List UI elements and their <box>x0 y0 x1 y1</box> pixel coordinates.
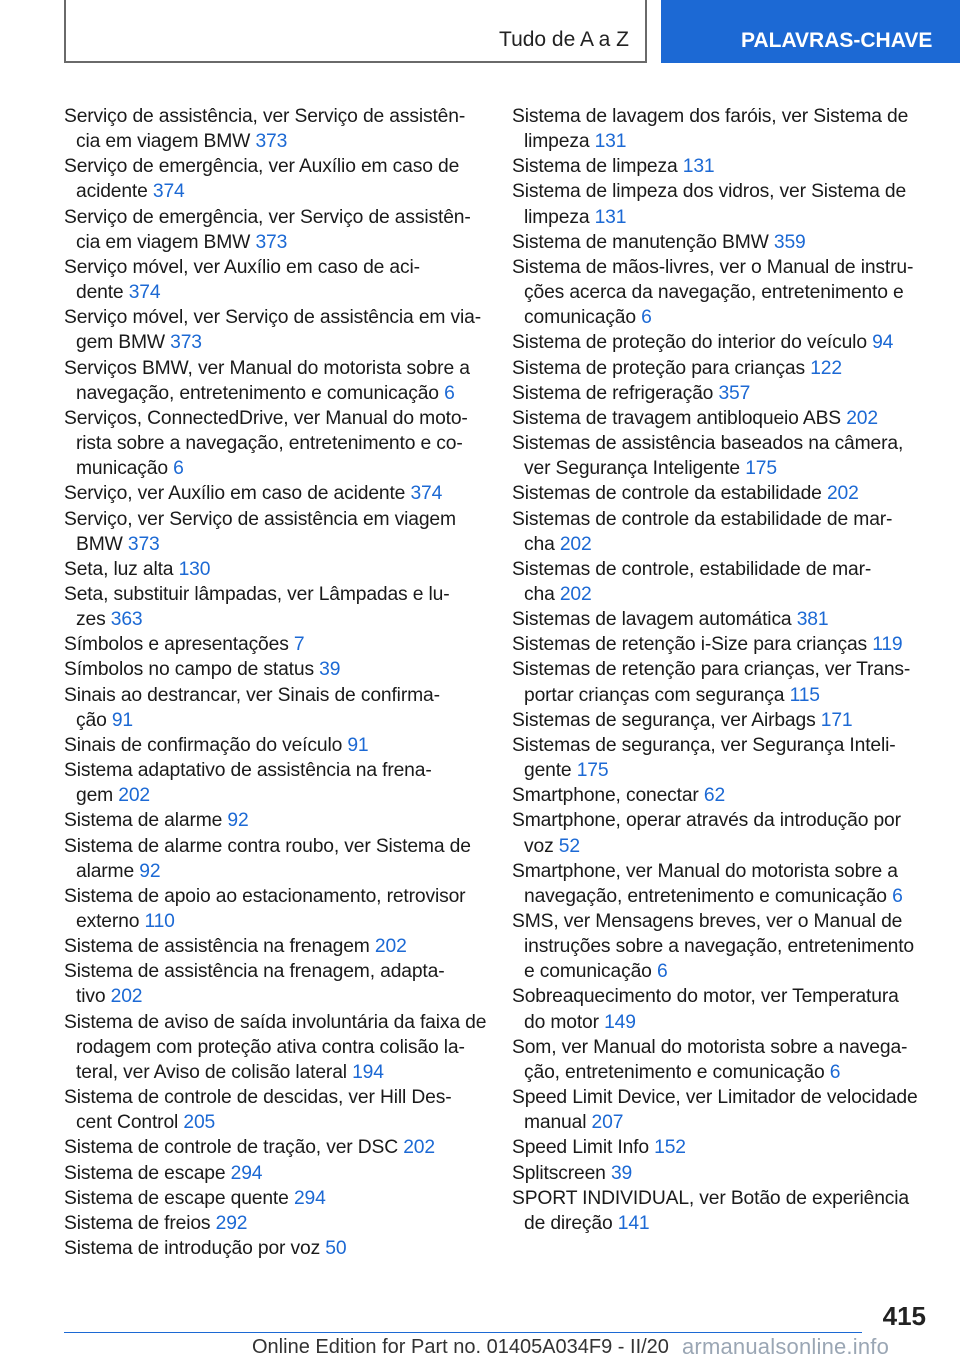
index-entry <box>512 1035 932 1085</box>
page-reference-link[interactable]: 110 <box>144 911 175 932</box>
index-entry-text: ção <box>76 709 112 731</box>
page-reference-link[interactable]: 62 <box>703 785 726 807</box>
index-entry-text: Sistema de assistência na frenagem <box>64 936 375 958</box>
header-section-box <box>64 0 647 63</box>
page-number: 415 <box>882 1301 926 1331</box>
page-reference-link[interactable]: 294 <box>293 1187 326 1209</box>
index-entry-text: Sistema de mãos-livres, ver o Manual de instru- <box>512 256 914 278</box>
index-entry <box>512 1135 932 1160</box>
index-entry-text: Sistemas de lavagem automática <box>512 609 797 631</box>
index-entry-text: SPORT INDIVIDUAL, ver Botão de experiência <box>512 1187 910 1209</box>
index-entry-text: Sistema de freios <box>64 1212 216 1234</box>
page-reference-link[interactable]: 149 <box>604 1011 636 1033</box>
index-entry <box>64 808 494 833</box>
index-entry <box>64 1135 494 1160</box>
index-entry-text: gem <box>76 785 119 807</box>
index-entry <box>64 481 494 506</box>
page-reference-link[interactable]: 6 <box>173 458 184 480</box>
page-reference-link[interactable]: 207 <box>591 1112 624 1134</box>
index-entry <box>64 205 494 255</box>
page-reference-link[interactable]: 122 <box>810 357 842 379</box>
page-reference-link[interactable]: 119 <box>872 634 903 656</box>
index-entry-text: Sistemas de segurança, ver Segurança Inteli- <box>512 734 896 756</box>
footer-edition: Online Edition for Part no. 01405A034F9 - II/20 <box>252 1336 669 1358</box>
index-entry-text: Splitscreen <box>512 1162 611 1184</box>
page-reference-link[interactable]: 373 <box>255 231 288 253</box>
page-reference-link[interactable]: 7 <box>293 634 305 656</box>
index-entry-text: Serviço, ver Serviço de assistência em viagem <box>64 508 456 530</box>
footer-watermark: armanualsonline.info <box>682 1334 890 1359</box>
index-entry-text: Serviços, ConnectedDrive, ver Manual do moto- <box>64 407 468 429</box>
index-entry <box>64 884 494 934</box>
index-entry <box>512 104 932 154</box>
index-entry <box>64 507 494 557</box>
index-entry-text: Sistema de manutenção BMW <box>512 231 774 253</box>
index-entry <box>512 356 932 381</box>
page-reference-link[interactable]: 292 <box>215 1212 248 1234</box>
page-reference-link[interactable]: 381 <box>796 609 829 631</box>
index-entry-text: Sobreaquecimento do motor, ver Temperatura <box>512 986 899 1008</box>
index-entry <box>512 859 932 909</box>
index-entry-text: Serviço, ver Auxílio em caso de acidente <box>64 483 411 505</box>
index-entry-text: acidente <box>76 181 153 203</box>
index-entry <box>64 104 494 154</box>
index-entry <box>64 406 494 481</box>
page-reference-link[interactable]: 205 <box>183 1112 216 1134</box>
page-reference-link[interactable]: 202 <box>559 583 592 605</box>
index-entry-text: navegação, entretenimento e comunicação <box>76 382 445 404</box>
index-entry <box>64 834 494 884</box>
index-entry <box>512 154 932 179</box>
index-entry-text: limpeza <box>524 206 595 228</box>
index-entry-text: Serviço de assistência, ver Serviço de assistên- <box>64 106 466 127</box>
index-entry <box>64 1010 494 1085</box>
index-entry-text: Sistema de proteção para crianças <box>512 357 811 379</box>
page-reference-link[interactable]: 91 <box>347 734 369 756</box>
index-entry-text: Sistema de proteção do interior do veículo <box>512 332 873 354</box>
header-tab-a-z[interactable]: Tudo de A a Z <box>499 28 629 51</box>
page-reference-link[interactable]: 202 <box>403 1137 435 1159</box>
index-entry-text: ções acerca da navegação, entretenimento e <box>524 282 904 304</box>
index-entry-text: ção, entretenimento e comunicação <box>524 1061 830 1083</box>
index-entry-text: Sistemas de assistência baseados na câmera, <box>512 433 904 455</box>
page-reference-link[interactable]: 374 <box>128 282 161 304</box>
index-entry <box>512 330 932 355</box>
index-entry <box>512 708 932 733</box>
index-entry-text: Sistema de controle de tração, ver DSC <box>64 1137 404 1159</box>
index-entry <box>512 909 932 984</box>
page-reference-link[interactable]: 202 <box>559 533 592 555</box>
page-reference-link[interactable]: 39 <box>319 659 341 681</box>
index-entry-text: BMW <box>76 533 128 555</box>
index-entry-text: instruções sobre a navegação, entretenimento <box>524 936 914 958</box>
index-entry <box>64 632 494 657</box>
page-reference-link[interactable]: 373 <box>127 533 160 555</box>
index-entry <box>64 934 494 959</box>
index-entry <box>512 1161 932 1186</box>
index-entry-text: Símbolos e apresentações <box>64 634 294 656</box>
index-entry <box>64 683 494 733</box>
index-entry-text: cha <box>524 533 560 555</box>
index-entry-text: Smartphone, operar através da introdução por <box>512 810 901 832</box>
index-entry <box>64 255 494 305</box>
page-reference-link[interactable]: 94 <box>872 332 894 354</box>
index-entry <box>64 557 494 582</box>
index-entry-text: Símbolos no campo de status <box>64 659 320 681</box>
page-reference-link[interactable]: 92 <box>227 810 249 832</box>
index-entry <box>512 1085 932 1135</box>
page-reference-link[interactable]: 373 <box>255 131 288 153</box>
index-entry <box>512 632 932 657</box>
index-entry-text: Serviço de emergência, ver Serviço de assistên- <box>64 206 471 228</box>
index-entry-text: limpeza <box>524 131 595 153</box>
index-entry <box>64 758 494 808</box>
index-entry-text: cia em viagem BMW <box>76 231 256 253</box>
index-entry-text: Sistema de apoio ao estacionamento, retrovisor <box>64 885 466 907</box>
page-reference-link[interactable]: 374 <box>410 483 443 505</box>
index-entry-text: Sistema de alarme contra roubo, ver Sistema de <box>64 835 471 857</box>
index-entry-text: externo <box>76 911 145 932</box>
index-entry <box>512 783 932 808</box>
index-entry <box>512 179 932 229</box>
page-reference-link[interactable]: 294 <box>230 1162 263 1184</box>
page-reference-link[interactable]: 6 <box>444 382 455 404</box>
index-entry-text: SMS, ver Mensagens breves, ver o Manual de <box>512 911 903 932</box>
page-reference-link[interactable]: 202 <box>118 785 150 807</box>
index-entry <box>512 733 932 783</box>
page-reference-link[interactable]: 175 <box>745 458 777 480</box>
index-entry-text: zes <box>76 609 111 631</box>
page-reference-link[interactable]: 141 <box>617 1212 650 1234</box>
index-entry-text: rista sobre a navegação, entretenimento e co- <box>76 433 463 455</box>
index-entry-text: Serviços BMW, ver Manual do motorista sobre a <box>64 357 470 379</box>
index-entry-text: Serviço móvel, ver Auxílio em caso de aci- <box>64 256 420 278</box>
index-entry-text: municação <box>76 458 174 480</box>
index-entry-text: navegação, entretenimento e comunicação <box>524 885 893 907</box>
index-entry <box>64 959 494 1009</box>
index-entry-text: Sistemas de retenção para crianças, ver Trans- <box>512 659 911 681</box>
index-entry-text: Sinais de confirmação do veículo <box>64 734 348 756</box>
page-reference-link[interactable]: 131 <box>594 131 627 153</box>
index-entry-text: voz <box>524 835 559 857</box>
index-entry <box>64 1186 494 1211</box>
index-entry-text: de direção <box>524 1212 618 1234</box>
index-entry <box>64 154 494 204</box>
index-entry <box>64 1236 494 1261</box>
index-entry-text: e comunicação <box>524 961 657 983</box>
index-entry-text: manual <box>524 1112 592 1134</box>
index-entry-text: Sistema de escape quente <box>64 1187 294 1209</box>
index-entry-text: cia em viagem BMW <box>76 131 256 153</box>
index-entry <box>512 230 932 255</box>
page-reference-link[interactable]: 202 <box>374 936 407 958</box>
page-reference-link[interactable]: 6 <box>829 1061 841 1083</box>
index-entry-text: teral, ver Aviso de colisão lateral <box>76 1061 353 1083</box>
index-entry-text: Sistemas de controle da estabilidade de mar- <box>512 508 893 530</box>
index-entry-text: Sistema de alarme <box>64 810 228 832</box>
index-entry-text: cha <box>524 583 560 605</box>
index-entry-text: Smartphone, conectar <box>512 785 704 807</box>
index-entry-text: Sistemas de segurança, ver Airbags <box>512 709 821 731</box>
page-reference-link[interactable]: 131 <box>594 206 627 228</box>
index-entry <box>64 1085 494 1135</box>
index-entry-text: Sistema de controle de descidas, ver Hill Des- <box>64 1087 452 1109</box>
footer-divider <box>64 1332 862 1333</box>
index-entry-text: dente <box>76 282 129 304</box>
index-entry <box>64 582 494 632</box>
page-reference-link[interactable]: 52 <box>558 835 580 857</box>
index-entry-text: do motor <box>524 1011 605 1033</box>
index-entry <box>512 1186 932 1236</box>
index-entry-text: Sistema de assistência na frenagem, adapta- <box>64 961 445 983</box>
index-entry-text: Sistema de limpeza <box>512 156 683 178</box>
index-entry-text: portar crianças com segurança <box>524 684 790 706</box>
index-entry-text: comunicação <box>524 307 642 329</box>
index-entry <box>64 657 494 682</box>
page-reference-link[interactable]: 91 <box>111 709 134 731</box>
index-entry-text: Sistema de travagem antibloqueio ABS <box>512 407 847 429</box>
index-entry <box>64 356 494 406</box>
page-reference-link[interactable]: 359 <box>773 231 806 253</box>
page-reference-link[interactable]: 50 <box>325 1238 347 1260</box>
page-reference-link[interactable]: 357 <box>718 382 751 404</box>
page-reference-link[interactable]: 6 <box>656 961 668 983</box>
index-entry <box>512 507 932 557</box>
header-tab-keywords[interactable]: PALAVRAS-CHAVE <box>661 0 960 63</box>
page-reference-link[interactable]: 202 <box>110 986 143 1008</box>
index-entry <box>512 557 932 607</box>
index-entry <box>64 733 494 758</box>
index-entry <box>64 1211 494 1236</box>
index-entry <box>64 305 494 355</box>
index-entry-text: Sistema de escape <box>64 1162 231 1184</box>
index-entry-text: cent Control <box>76 1112 184 1134</box>
index-entry <box>512 381 932 406</box>
page-reference-link[interactable]: 363 <box>110 609 143 631</box>
index-entry <box>512 984 932 1034</box>
index-entry-text: Serviço de emergência, ver Auxílio em caso de <box>64 156 460 178</box>
page-reference-link[interactable]: 92 <box>139 860 161 882</box>
page-reference-link[interactable]: 115 <box>789 684 820 706</box>
index-entry-text: Speed Limit Info <box>512 1137 655 1159</box>
page-reference-link[interactable]: 152 <box>654 1137 686 1159</box>
page-header <box>0 0 960 66</box>
index-entry-text: alarme <box>76 860 140 882</box>
index-entry <box>512 481 932 506</box>
index-entry-text: rodagem com proteção ativa contra colisão la- <box>76 1036 465 1058</box>
page-reference-link[interactable]: 194 <box>352 1061 384 1083</box>
index-entry-text: Sistema de lavagem dos faróis, ver Sistema de <box>512 106 909 127</box>
index-entry-text: Seta, substituir lâmpadas, ver Lâmpadas e lu- <box>64 583 450 605</box>
index-entry <box>64 1161 494 1186</box>
index-entry-text: Som, ver Manual do motorista sobre a navega- <box>512 1036 908 1058</box>
index-entry <box>512 607 932 632</box>
page-reference-link[interactable]: 131 <box>682 156 715 178</box>
page-reference-link[interactable]: 202 <box>846 407 878 429</box>
index-entry <box>512 808 932 858</box>
page-reference-link[interactable]: 39 <box>610 1162 633 1184</box>
index-entry-text: Sistema de limpeza dos vidros, ver Sistema de <box>512 181 907 203</box>
index-column-left <box>64 104 494 1261</box>
index-entry-text: Smartphone, ver Manual do motorista sobre a <box>512 860 898 882</box>
index-entry-text: Sistemas de controle da estabilidade <box>512 483 827 505</box>
index-entry-text: tivo <box>76 986 111 1008</box>
index-entry-text: Sistema de refrigeração <box>512 382 719 404</box>
page-reference-link[interactable]: 373 <box>170 332 202 354</box>
index-entry <box>512 406 932 431</box>
index-entry-text: Sinais ao destrancar, ver Sinais de confirma- <box>64 684 440 706</box>
index-entry-text: gente <box>524 760 577 782</box>
index-entry-text: Seta, luz alta <box>64 558 179 580</box>
index-entry <box>512 431 932 481</box>
index-entry-text: Sistema adaptativo de assistência na frena- <box>64 760 432 782</box>
index-column-right <box>512 104 932 1236</box>
page-reference-link[interactable]: 6 <box>892 885 903 907</box>
page-reference-link[interactable]: 6 <box>641 307 652 329</box>
index-entry-text: Serviço móvel, ver Serviço de assistência em via- <box>64 307 481 329</box>
page-reference-link[interactable]: 202 <box>826 483 859 505</box>
index-entry-text: Sistemas de retenção i-Size para crianças <box>512 634 873 656</box>
index-entry <box>512 657 932 707</box>
index-entry-text: Sistema de introdução por voz <box>64 1238 326 1260</box>
page-reference-link[interactable]: 171 <box>820 709 853 731</box>
index-entry-text: ver Segurança Inteligente <box>524 458 746 480</box>
page-reference-link[interactable]: 374 <box>152 181 185 203</box>
index-entry-text: gem BMW <box>76 332 171 354</box>
page-reference-link[interactable]: 130 <box>178 558 211 580</box>
index-entry-text: Speed Limit Device, ver Limitador de velocidade <box>512 1087 918 1109</box>
index-entry-text: Sistemas de controle, estabilidade de mar- <box>512 558 872 580</box>
page-reference-link[interactable]: 175 <box>576 760 609 782</box>
index-entry-text: Sistema de aviso de saída involuntária da faixa de <box>64 1011 487 1033</box>
index-entry <box>512 255 932 330</box>
